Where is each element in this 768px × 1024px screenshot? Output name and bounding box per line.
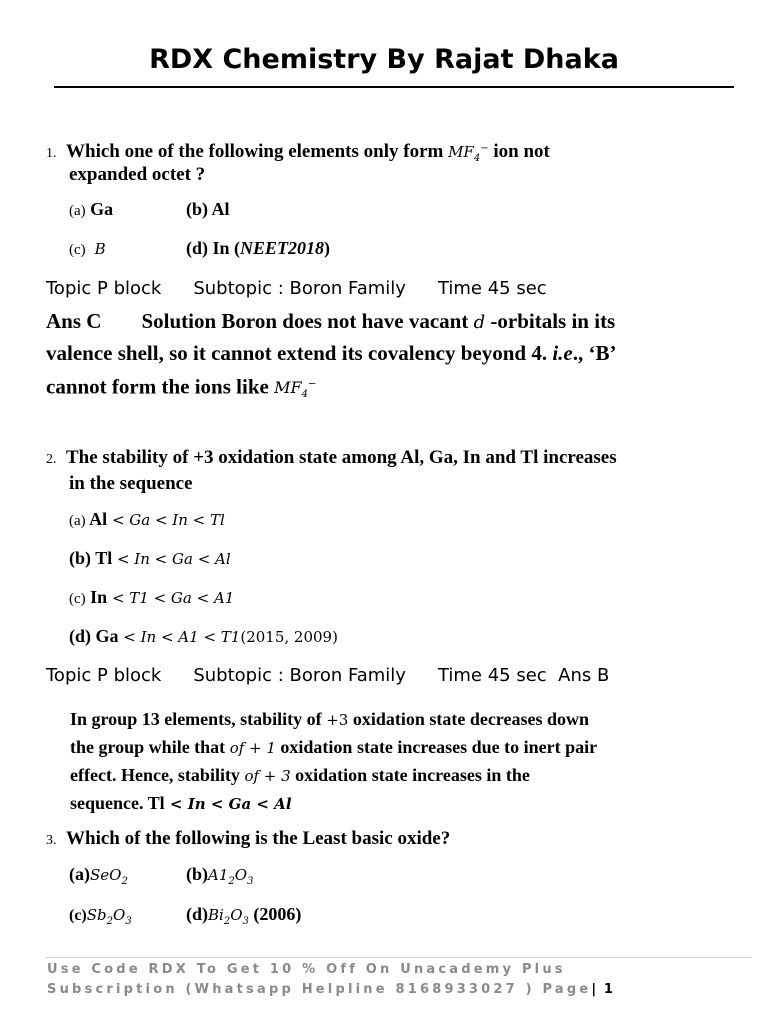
time-label: Time 45 sec <box>437 278 547 299</box>
subtopic-label: Subtopic : Boron Family <box>193 278 406 299</box>
q3-option-a: (a)SeO$_2$ <box>69 864 128 887</box>
time-label: Time 45 sec <box>437 665 547 686</box>
q1-answer-solution: Ans C Solution Boron does not have vacant d -orbitals in its valence shell, so it cannot extend its covalency beyond 4. i.e., ‘B’ cannot form the ions like $MF_4^-$ <box>46 309 617 401</box>
question-1-line2: expanded octet ? <box>69 164 206 185</box>
footer-subscription-line: Subscription (Whatsapp Helpline 8168933027 ) Page| 1 <box>47 982 613 997</box>
q3-option-d: $(d)Bi_2O_3$ (2006) <box>186 904 302 927</box>
page-title: RDX Chemistry By Rajat Dhaka <box>149 44 619 75</box>
question-number: 3. <box>46 833 57 848</box>
topic-label: Topic P block <box>46 278 162 299</box>
subtopic-label: Subtopic : Boron Family <box>193 665 406 686</box>
question-text: Which one of the following elements only form <box>66 141 449 162</box>
q2-option-d: (d) Ga < In < A1 < T1(2015, 2009) <box>69 626 338 646</box>
answer-label: Ans B <box>558 665 610 686</box>
ion-formula: $MF_4^-$ <box>274 378 317 401</box>
q2-topic-line <box>46 665 609 686</box>
footer-promo-line: Use Code RDX To Get 10 % Off On Unacademy Plus <box>47 962 566 977</box>
footer-divider <box>46 957 752 958</box>
question-number: 1. <box>46 146 57 161</box>
topic-label: Topic P block <box>46 665 162 686</box>
question-text: Which of the following is the Least basic oxide? <box>66 828 451 849</box>
q1-option-a: (a) Ga <box>69 199 114 219</box>
question-1: 1. Which one of the following elements only form $MF_4^-$ ion not <box>46 141 550 164</box>
title-divider <box>54 86 734 88</box>
ion-formula: $MF_4^-$ <box>448 143 489 164</box>
page-separator: | <box>591 982 597 997</box>
q2-option-c: (c) In < T1 < Ga < A1 <box>69 587 235 607</box>
q3-option-c: $(c)Sb_2O_3$ <box>69 906 132 927</box>
q2-option-a: (a) Al < Ga < In < Tl <box>69 509 225 529</box>
question-3 <box>46 826 746 854</box>
q1-topic-line <box>46 278 547 299</box>
question-2-line2: in the sequence <box>69 473 193 494</box>
question-text: The stability of +3 oxidation state among Al, Ga, In and Tl increases <box>66 447 617 468</box>
page-number: 1 <box>603 982 613 997</box>
q3-option-b: $(b)A1_2O_3$ <box>186 864 254 887</box>
q2-solution: In group 13 elements, stability of +3 oxidation state decreases down the group while that of + 1 oxidation state increases due to inert pair effect. Hence, stability of + 3 oxidation state increases in the sequence. Tl < In < Ga < Al <box>70 709 598 813</box>
q2-option-b: (b) Tl < In < Ga < Al <box>69 548 231 568</box>
q1-option-b: (b) Al <box>186 199 230 219</box>
question-2 <box>46 445 756 473</box>
q1-option-c: (c) B <box>69 240 106 258</box>
question-number: 2. <box>46 452 57 467</box>
q1-option-d: (d) In (NEET2018) <box>186 238 331 258</box>
